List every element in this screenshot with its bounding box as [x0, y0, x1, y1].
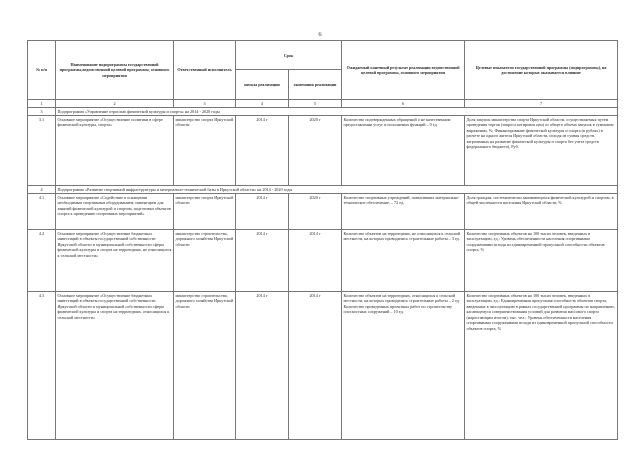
subprogram-row: [28, 108, 618, 116]
table-row: [28, 194, 618, 230]
header-num: № п/п: [28, 41, 56, 100]
row-end: 2014 г: [289, 230, 342, 292]
table-row: [28, 292, 618, 440]
row-indicators: Количество спортивных объектов на 100 тысяч человек, введенных в эксплуатацию, ед.; Уровень обеспеченности населения спортивными сооружениями исходя из единовременной пропускной способности объектов спорта, %: [465, 230, 618, 292]
subprogram-title: Подпрограмма «Развитие спортивной инфраструктуры и материально-технической базы в Иркутской области» на 2014 - 2020 годы: [56, 186, 618, 194]
measures-table: [27, 40, 618, 440]
header-term: Срок: [236, 41, 342, 70]
row-num: 3.1: [28, 116, 56, 186]
row-result: Количество спортивных учреждений, повысивших материально-техническое обеспечение, – 72 ед.: [342, 194, 465, 230]
row-start: 2014 г: [236, 116, 289, 186]
row-name: Основное мероприятие «Осуществление бюджетных инвестиций в объекты государственной собственности Иркутской области и муниципальной собственности сферы физической культуры и спорта на территориях, не относящихся к сельской местности»: [56, 230, 174, 292]
row-executor: министерство строительства, дорожного хозяйства Иркутской области: [174, 292, 236, 440]
row-name: Основное мероприятие «Содействие в оснащении необходимым спортивным оборудованием, инвентарем для занятий физической культурой и спортом, подготовки объектов спорта к проведению спортивных мероприятий»: [56, 194, 174, 230]
row-executor: министерство строительства, дорожного хозяйства Иркутской области: [174, 230, 236, 292]
header-start: начала реализации: [236, 70, 289, 100]
subprogram-row: [28, 186, 618, 194]
row-start: 2014 г: [236, 230, 289, 292]
row-end: 2014 г: [289, 292, 342, 440]
column-number: 2: [56, 100, 174, 108]
header-result: Ожидаемый конечный результат реализации ведомственной целевой программы, основного мероприятия: [342, 41, 465, 100]
row-start: 2014 г: [236, 194, 289, 230]
header-end: окончания реализации: [289, 70, 342, 100]
row-result: Количество подтвержденных обращений о не качественном предоставлении услуг и исполнении функций – 0 ед.: [342, 116, 465, 186]
column-number: 3: [174, 100, 236, 108]
row-indicators: Доля закупок министерства спорта Иркутской области, осуществляемых путем проведения торгов (запроса котировок цен) от общего объема закупок в суммовом выражении, %; Финансирование физической культуры и спорта (в рублях) в расчете на одного жителя Иркутской области, исходя из суммы средств, затраченных на развитие физической культуры и спорта без учета средств федерального бюджета), Руб.: [465, 116, 618, 186]
header-row: [28, 41, 618, 70]
header-name: Наименование подпрограммы государственной программы,ведомственной целевой программы, основного мероприятия: [56, 41, 174, 100]
column-number: 4: [236, 100, 289, 108]
row-executor: министерство спорта Иркутской области: [174, 194, 236, 230]
row-num: 4.2: [28, 230, 56, 292]
row-end: 2020 г: [289, 116, 342, 186]
subprogram-title: Подпрограмма «Управление отраслью физической культуры и спорта» на 2014 - 2020 годы: [56, 108, 618, 116]
column-number: 5: [289, 100, 342, 108]
row-indicators: Количество спортивных объектов на 100 тысяч человек, введенных в эксплуатацию, ед.; Единовременная пропускная способность объектов спорта, введенных в эксплуатацию в рамках государственной программы по направлению, касающемуся совершенствования условий для развития массового спорта (нарастающим итогом), тыс. чел.; Уровень обеспеченности населения спортивными сооружениями исходя из единовременной пропускной способности объектов спорта, %: [465, 292, 618, 440]
row-indicators: Доля граждан, систематически занимающихся физической культурой и спортом, в общей численности населения Иркутской области, %: [465, 194, 618, 230]
row-end: 2020 г: [289, 194, 342, 230]
table-row: [28, 230, 618, 292]
row-result: Количество объектов на территориях, не относящихся к сельской местности, на которых проводились строительные работы – 3 ед.: [342, 230, 465, 292]
page-number: 6: [318, 31, 322, 38]
column-numbers-row: [28, 100, 618, 108]
row-start: 2014 г: [236, 292, 289, 440]
row-executor: министерство спорта Иркутской области: [174, 116, 236, 186]
row-num: 4.3: [28, 292, 56, 440]
column-number: 6: [342, 100, 465, 108]
table-row: [28, 116, 618, 186]
column-number: 1: [28, 100, 56, 108]
column-number: 7: [465, 100, 618, 108]
row-name: Основное мероприятие «Осуществление бюджетных инвестиций в объекты государственной собственности Иркутской области и муниципальной собственности сферы физической культуры и спорта на территориях, относящихся к сельской местности»: [56, 292, 174, 440]
row-name: Основное мероприятие «Осуществление политики в сфере физической культуры, спорта»: [56, 116, 174, 186]
header-executor: Ответственный исполнитель: [174, 41, 236, 100]
subprogram-num: 3: [28, 108, 56, 116]
header-indicators: Целевые показатели государственной программы (подпрограммы), на достижение которых оказывается влияние: [465, 41, 618, 100]
row-num: 4.1: [28, 194, 56, 230]
subprogram-num: 4: [28, 186, 56, 194]
row-result: Количество объектов на территориях, относящихся к сельской местности, на которых проводились строительные работы – 2 ед. Количество проведенных проектных работ по строительству плоскостных сооружений – 10 ед.: [342, 292, 465, 440]
